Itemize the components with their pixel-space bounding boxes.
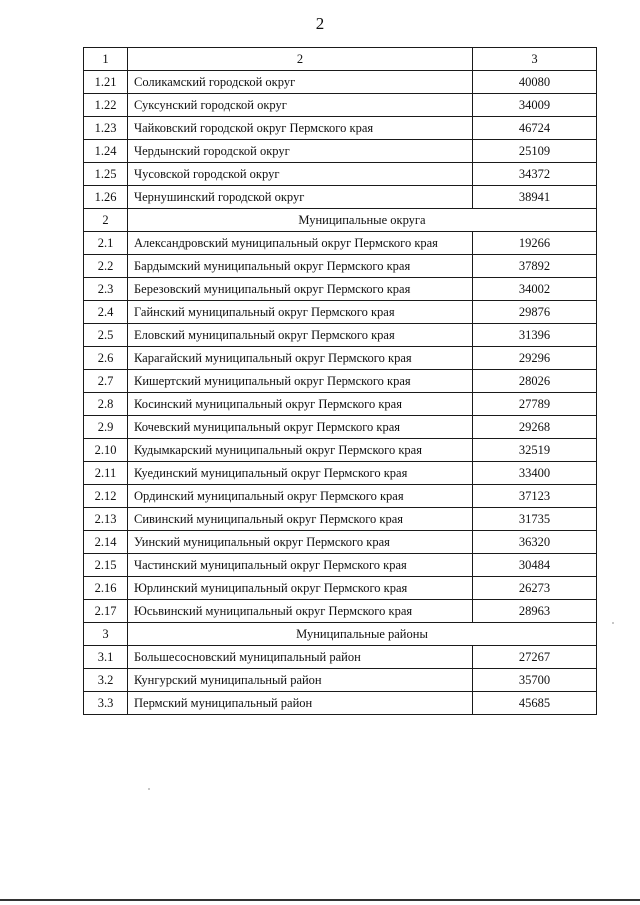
row-value: 31735 (473, 508, 597, 531)
scan-speck (148, 788, 150, 790)
row-number: 1.26 (84, 186, 128, 209)
scan-speck (612, 622, 614, 624)
row-name: Ординский муниципальный округ Пермского края (128, 485, 473, 508)
row-value: 25109 (473, 140, 597, 163)
row-number: 2.12 (84, 485, 128, 508)
row-name: Косинский муниципальный округ Пермского края (128, 393, 473, 416)
row-number: 1.23 (84, 117, 128, 140)
row-name: Кудымкарский муниципальный округ Пермского края (128, 439, 473, 462)
row-name: Чайковский городской округ Пермского края (128, 117, 473, 140)
row-name: Чусовской городской округ (128, 163, 473, 186)
row-number: 2.8 (84, 393, 128, 416)
table-row (84, 577, 597, 600)
row-value: 29268 (473, 416, 597, 439)
row-value: 19266 (473, 232, 597, 255)
row-value: 45685 (473, 692, 597, 715)
row-number: 2.15 (84, 554, 128, 577)
row-name: Березовский муниципальный округ Пермского края (128, 278, 473, 301)
table-row (84, 416, 597, 439)
section-header-row (84, 623, 597, 646)
row-number: 2.7 (84, 370, 128, 393)
row-number: 2.3 (84, 278, 128, 301)
row-number: 3.1 (84, 646, 128, 669)
table-row (84, 439, 597, 462)
row-name: Еловский муниципальный округ Пермского края (128, 324, 473, 347)
row-number: 2.16 (84, 577, 128, 600)
data-table (83, 47, 597, 715)
page-number: 2 (315, 14, 325, 33)
row-value: 37123 (473, 485, 597, 508)
row-value: 28026 (473, 370, 597, 393)
row-number: 3.3 (84, 692, 128, 715)
table-row (84, 554, 597, 577)
section-number: 2 (84, 209, 128, 232)
row-value: 27789 (473, 393, 597, 416)
row-number: 2.2 (84, 255, 128, 278)
table-row (84, 255, 597, 278)
row-number: 3.2 (84, 669, 128, 692)
table-row (84, 186, 597, 209)
table-row (84, 600, 597, 623)
row-value: 32519 (473, 439, 597, 462)
row-number: 2.9 (84, 416, 128, 439)
header-cell-value: 3 (473, 48, 597, 71)
row-number: 2.6 (84, 347, 128, 370)
row-name: Пермский муниципальный район (128, 692, 473, 715)
row-value: 34009 (473, 94, 597, 117)
row-value: 35700 (473, 669, 597, 692)
row-value: 27267 (473, 646, 597, 669)
row-number: 2.13 (84, 508, 128, 531)
table-row (84, 370, 597, 393)
row-number: 1.24 (84, 140, 128, 163)
row-name: Частинский муниципальный округ Пермского края (128, 554, 473, 577)
row-value: 34002 (473, 278, 597, 301)
table-row (84, 462, 597, 485)
row-name: Соликамский городской округ (128, 71, 473, 94)
row-number: 1.22 (84, 94, 128, 117)
row-value: 29876 (473, 301, 597, 324)
table-row (84, 324, 597, 347)
row-number: 2.1 (84, 232, 128, 255)
row-value: 26273 (473, 577, 597, 600)
row-value: 29296 (473, 347, 597, 370)
section-title: Муниципальные округа (128, 209, 597, 232)
row-value: 30484 (473, 554, 597, 577)
row-name: Гайнский муниципальный округ Пермского края (128, 301, 473, 324)
row-name: Уинский муниципальный округ Пермского края (128, 531, 473, 554)
row-number: 2.17 (84, 600, 128, 623)
table-row (84, 485, 597, 508)
section-title: Муниципальные районы (128, 623, 597, 646)
row-name: Карагайский муниципальный округ Пермского края (128, 347, 473, 370)
table-row (84, 508, 597, 531)
table-row (84, 347, 597, 370)
row-value: 31396 (473, 324, 597, 347)
table-row (84, 94, 597, 117)
table-header-row (84, 48, 597, 71)
row-number: 2.4 (84, 301, 128, 324)
header-cell-name: 2 (128, 48, 473, 71)
table-row (84, 669, 597, 692)
row-value: 36320 (473, 531, 597, 554)
row-name: Кишертский муниципальный округ Пермского края (128, 370, 473, 393)
table-row (84, 646, 597, 669)
row-value: 37892 (473, 255, 597, 278)
table-row (84, 278, 597, 301)
table-row (84, 301, 597, 324)
row-name: Чердынский городской округ (128, 140, 473, 163)
row-value: 34372 (473, 163, 597, 186)
table-row (84, 140, 597, 163)
row-name: Александровский муниципальный округ Пермского края (128, 232, 473, 255)
table-row (84, 692, 597, 715)
row-name: Юсьвинский муниципальный округ Пермского края (128, 600, 473, 623)
header-cell-number: 1 (84, 48, 128, 71)
table-row (84, 163, 597, 186)
row-name: Сивинский муниципальный округ Пермского края (128, 508, 473, 531)
row-number: 2.5 (84, 324, 128, 347)
row-number: 1.21 (84, 71, 128, 94)
table-body (84, 48, 597, 715)
row-number: 2.14 (84, 531, 128, 554)
table-row (84, 232, 597, 255)
row-name: Суксунский городской округ (128, 94, 473, 117)
row-number: 1.25 (84, 163, 128, 186)
table-row (84, 531, 597, 554)
row-name: Большесосновский муниципальный район (128, 646, 473, 669)
table-row (84, 71, 597, 94)
row-name: Кунгурский муниципальный район (128, 669, 473, 692)
row-name: Куединский муниципальный округ Пермского края (128, 462, 473, 485)
section-header-row (84, 209, 597, 232)
row-name: Чернушинский городской округ (128, 186, 473, 209)
row-value: 38941 (473, 186, 597, 209)
row-value: 46724 (473, 117, 597, 140)
bottom-scan-line (0, 899, 640, 901)
row-name: Кочевский муниципальный округ Пермского края (128, 416, 473, 439)
table-row (84, 393, 597, 416)
section-number: 3 (84, 623, 128, 646)
row-number: 2.11 (84, 462, 128, 485)
row-name: Бардымский муниципальный округ Пермского края (128, 255, 473, 278)
row-value: 28963 (473, 600, 597, 623)
row-value: 40080 (473, 71, 597, 94)
row-value: 33400 (473, 462, 597, 485)
row-name: Юрлинский муниципальный округ Пермского края (128, 577, 473, 600)
row-number: 2.10 (84, 439, 128, 462)
table-row (84, 117, 597, 140)
